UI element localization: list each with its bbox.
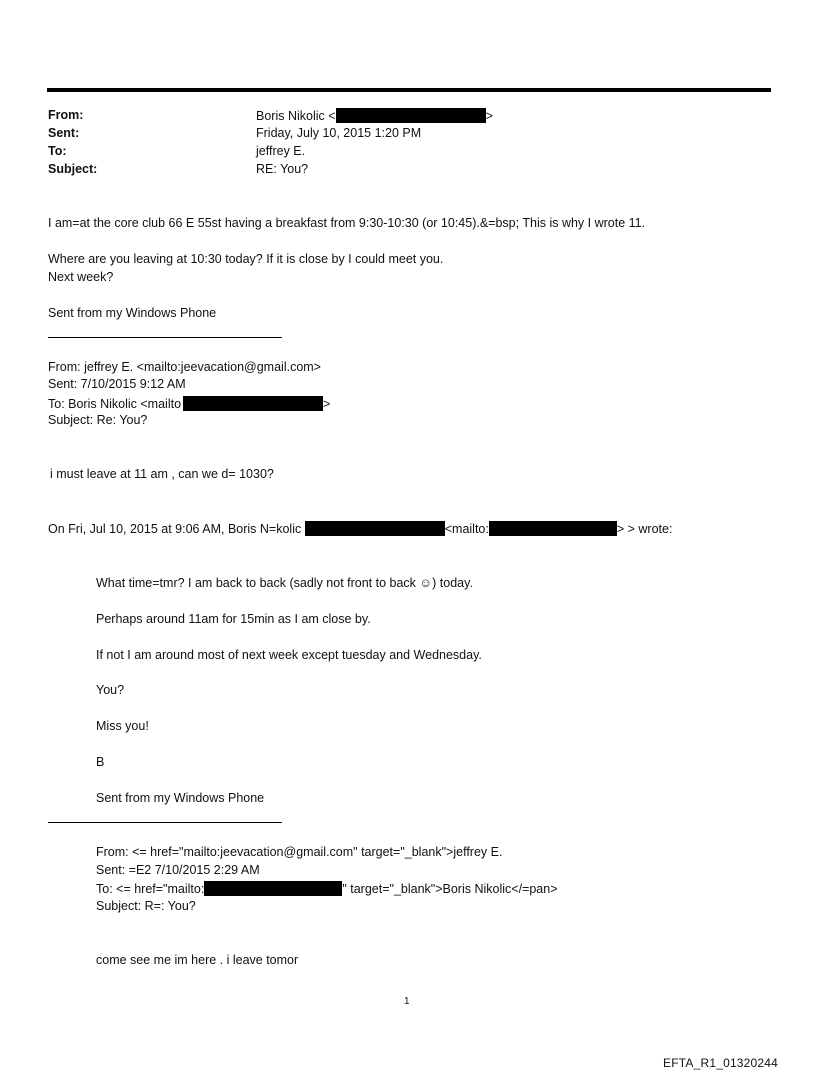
sent-label: Sent:	[48, 126, 80, 140]
quoted2-line-2: Perhaps around 11am for 15min as I am close by.	[96, 612, 371, 626]
redaction-box	[204, 881, 342, 896]
quoted3-to-prefix: To: <= href="mailto:	[96, 882, 205, 896]
quoted3-subject: Subject: R=: You?	[96, 899, 196, 913]
subject-label: Subject:	[48, 162, 98, 176]
quoted1-subject: Subject: Re: You?	[48, 413, 148, 427]
quoted3-to-suffix: " target="_blank">Boris Nikolic</=pan>	[342, 882, 558, 896]
sent-value: Friday, July 10, 2015 1:20 PM	[256, 126, 422, 140]
from-value	[256, 108, 493, 123]
header-rule	[47, 88, 771, 92]
subject-value: RE: You?	[256, 162, 309, 176]
quoted2-line-3: If not I am around most of next week except tuesday and Wednesday.	[96, 648, 482, 662]
separator-2	[48, 822, 282, 823]
quoted1-sent: Sent: 7/10/2015 9:12 AM	[48, 377, 186, 391]
from-open: <	[328, 109, 336, 123]
body-line-2: Where are you leaving at 10:30 today? If it is close by I could meet you.	[48, 252, 444, 266]
quoted3-body: come see me im here . i leave tomor	[96, 953, 299, 967]
bates-number: EFTA_R1_01320244	[663, 1056, 779, 1070]
quoted1-to-suffix: >	[323, 397, 331, 411]
body-line-3: Next week?	[48, 270, 114, 284]
to-label: To:	[48, 144, 67, 158]
redaction-box	[183, 396, 323, 411]
quoted3-sent: Sent: =E2 7/10/2015 2:29 AM	[96, 863, 260, 877]
attribution-prefix: On Fri, Jul 10, 2015 at 9:06 AM, Boris N=kolic	[48, 522, 302, 536]
to-value: jeffrey E.	[256, 144, 306, 158]
quoted2-signature: Sent from my Windows Phone	[96, 791, 265, 805]
reply-attribution	[48, 521, 672, 536]
quoted1-body: i must leave at 11 am , can we d= 1030?	[50, 467, 274, 481]
quoted2-line-1: What time=tmr? I am back to back (sadly not front to back ☺) today.	[96, 576, 473, 590]
attribution-suffix: > > wrote:	[616, 522, 673, 536]
quoted2-line-5: Miss you!	[96, 719, 149, 733]
from-close: >	[485, 109, 493, 123]
quoted1-to	[48, 396, 330, 411]
quoted2-line-4: You?	[96, 683, 125, 697]
redaction-box	[489, 521, 617, 536]
from-label: From:	[48, 108, 84, 122]
quoted1-to-prefix: To: Boris Nikolic <mailto	[48, 397, 182, 411]
redaction-box	[336, 108, 486, 123]
quoted1-from: From: jeffrey E. <mailto:jeevacation@gmail.com>	[48, 360, 321, 374]
quoted2-line-6: B	[96, 755, 105, 769]
redaction-box	[305, 521, 445, 536]
separator-1	[48, 337, 282, 338]
from-name: Boris Nikolic	[256, 109, 325, 123]
page-number: 1	[404, 996, 410, 1007]
attribution-mailto: <mailto:	[444, 522, 489, 536]
body-line-1: I am=at the core club 66 E 55st having a breakfast from 9:30-10:30 (or 10:45).&=bsp; This is why I wrote 11.	[48, 216, 646, 230]
quoted3-to	[96, 881, 558, 896]
signature: Sent from my Windows Phone	[48, 306, 217, 320]
quoted3-from: From: <= href="mailto:jeevacation@gmail.com" target="_blank">jeffrey E.	[96, 845, 503, 859]
